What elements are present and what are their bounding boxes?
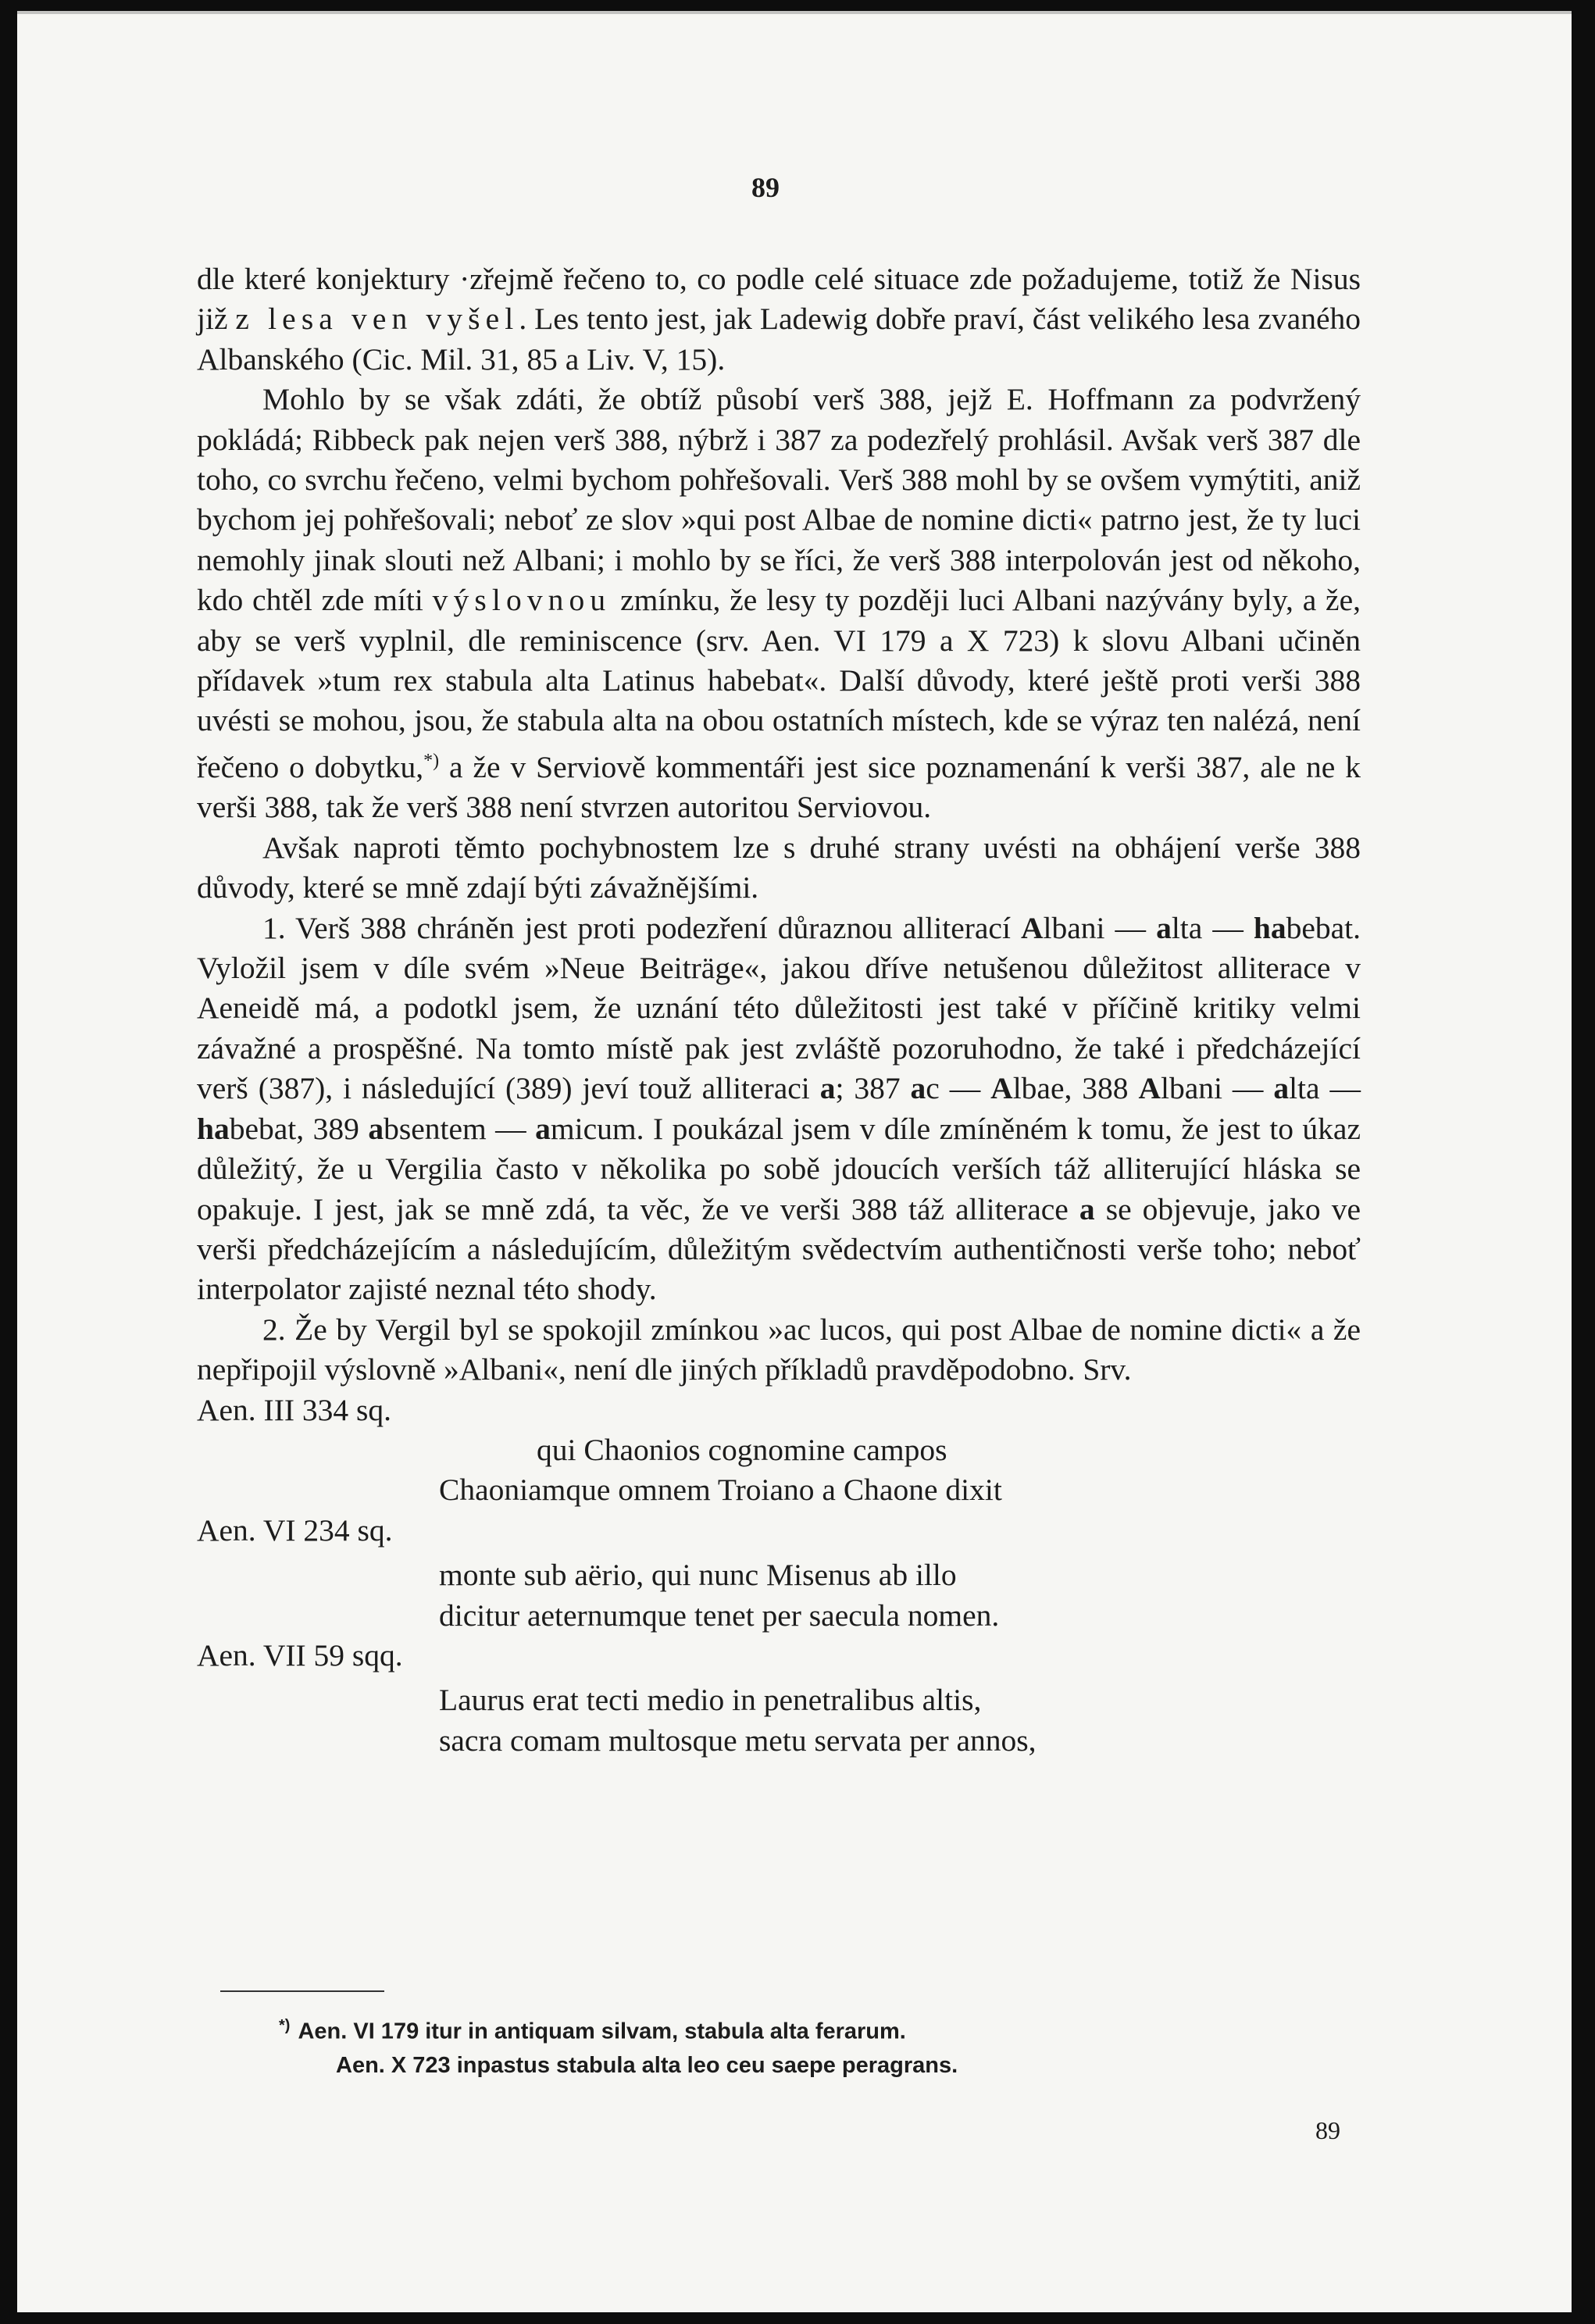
page-number-top: 89 (751, 172, 780, 203)
footnote-line-1 (279, 2009, 1216, 2049)
verse-ref: Aen. VI 234 sq. (197, 1512, 393, 1548)
p4-text: bsentem — (384, 1111, 536, 1146)
verse-line: dicitur aeternumque tenet per saecula nomen. (439, 1598, 1000, 1633)
paragraph-1 (197, 259, 1361, 380)
alliteration-letter: a (1156, 910, 1172, 945)
p4-text: c — (926, 1071, 991, 1106)
verse-line: Chaoniamque omnem Troiano a Chaone dixit (439, 1473, 1002, 1508)
p4-text: lbani — (1043, 910, 1157, 945)
p4-text: micum. I poukázal jsem v díle zmíněném k tomu, že jest to úkaz důležitý, že u Vergilia často v několika po sobě jdoucích verších táž alliterující hláska se opakuje. I jest, jak se mně zdá, ta věc, že ve verši 388 táž alliterace (197, 1111, 1361, 1226)
p4-text: 1. Verš 388 chráněn jest proti podezření důraznou alliterací (262, 910, 1021, 945)
p4-text: ; 387 (835, 1071, 911, 1106)
alliteration-letter: a (819, 1071, 836, 1106)
p4-text: lta — (1289, 1071, 1361, 1106)
p4-text: lbani — (1160, 1071, 1274, 1106)
verse-ref: Aen. III 334 sq. (197, 1392, 392, 1427)
alliteration-letter: ha (1253, 910, 1286, 945)
footnote-rule (220, 1990, 384, 1992)
verse-ref: Aen. VII 59 sqq. (197, 1637, 403, 1672)
p1-spaced-text: z lesa ven vyšel (235, 302, 519, 337)
page-number-bottom: 89 (1315, 2116, 1340, 2144)
footnotes (279, 2009, 1216, 2083)
p1-text-c: . Les tento jest, jak Ladewig dobře praví, část velikého lesa zvaného Albanského (Cic. Mil. 31, 85 a Liv. V, 15). (197, 302, 1361, 377)
p4-text: se objevuje, jako ve verši předcházejícím a následujícím, důležitým svědectvím authentičnosti verše toho; neboť interpolator zajisté neznal této shody. (197, 1191, 1361, 1307)
alliteration-letter: a (1079, 1191, 1095, 1226)
p2-spaced-text: výslovnou (432, 583, 612, 618)
footnote-mark: *) (279, 2017, 291, 2034)
paragraph-2 (197, 380, 1361, 828)
alliteration-letter: A (1020, 910, 1044, 945)
p2-text-c: zmínku, že lesy ty později luci Albani nazývány byly, a že, aby se verš vyplnil, dle reminiscence (srv. Aen. VI 179 a X 723) k slovu Albani učiněn přídavek »tum rex stabula alta Latinus habebat«. Další důvody, které ještě proti verši 388 uvésti se mohou, jsou, že stabula alta na obou ostatních místech, kde se výraz ten nalézá, není řečeno o dobytku, (197, 583, 1361, 785)
footnote-ref: *) (423, 750, 440, 771)
footnote-line-2: Aen. X 723 inpastus stabula alta leo ceu saepe peragrans. (336, 2052, 958, 2078)
p2-text-d: a že v Serviově kommentáři jest sice poznamenání k verši 387, ale ne k verši 388, tak že verš 388 není stvrzen autoritou Serviovou. (197, 750, 1361, 825)
body-text (197, 259, 1361, 1761)
verse-line: Laurus erat tecti medio in penetralibus altis, (439, 1683, 982, 1718)
verse-line: monte sub aërio, qui nunc Misenus ab illo (439, 1558, 957, 1593)
footnote-text: Aen. VI 179 itur in antiquam silvam, stabula alta ferarum. (298, 2019, 906, 2044)
p4-text: bebat, 389 (229, 1111, 369, 1146)
paragraph-5: 2. Že by Vergil byl se spokojil zmínkou »ac lucos, qui post Albae de nomine dicti« a že nepřipojil výslovně »Albani«, není dle jiných příkladů pravděpodobno. Srv. (197, 1312, 1361, 1387)
alliteration-letter: ha (197, 1111, 230, 1146)
alliteration-letter: a (535, 1111, 551, 1146)
p2-text-a: Mohlo by se však zdáti, že obtíž působí verš 388, jejž E. Hoffmann za podvržený pokládá; Ribbeck pak nejen verš 388, nýbrž i 387 za podezřelý prohlásil. Avšak verš 387 dle toho, co svrchu řečeno, velmi bychom pohřešovali. Verš 388 mohl by se ovšem vymýtiti, aniž bychom jej pohřešovali; neboť ze slov »qui post Albae de nomine dicti« patrno jest, že ty luci nemohly jinak slouti než Albani; i mohlo by se říci, že verš 388 interpolován jest od někoho, kdo chtěl zde míti (197, 382, 1361, 618)
verse-quote-2 (197, 1511, 1361, 1636)
alliteration-letter: a (910, 1071, 926, 1106)
verse-quote-3 (197, 1636, 1361, 1761)
alliteration-letter: a (368, 1111, 384, 1146)
page (17, 11, 1572, 2312)
paragraph-3: Avšak naproti těmto pochybnostem lze s druhé strany uvésti na obhájení verše 388 důvody, které se mně zdají býti závažnějšími. (197, 830, 1361, 905)
p1-text-a: dle které konjektury ·zřejmě řečeno to, co podle celé situace zde požadujeme, totiž že Nisus již (197, 262, 1361, 337)
alliteration-letter: a (1273, 1071, 1290, 1106)
verse-line: sacra comam multosque metu servata per annos, (439, 1722, 1037, 1758)
alliteration-letter: A (1138, 1071, 1161, 1106)
p4-text: lta — (1171, 910, 1254, 945)
page-edge-shadow (17, 11, 1572, 14)
verse-line: qui Chaonios cognomine campos (537, 1432, 947, 1467)
paragraph-4 (197, 909, 1361, 1310)
verse-quote-1 (197, 1390, 1361, 1511)
p4-text: bebat. Vyložil jsem v díle svém »Neue Beiträge«, jakou dříve netušenou důležitost alliterace v Aeneidě má, a podotkl jsem, že uznání této důležitosti jest také v příčině kritiky velmi závažné a prospěšné. Na tomto místě pak jest zvláště pozoruhodno, že také i předcházející verš (387), i následující (389) jeví touž alliteraci (197, 910, 1361, 1106)
p4-text: lbae, 388 (1012, 1071, 1139, 1106)
alliteration-letter: A (990, 1071, 1013, 1106)
